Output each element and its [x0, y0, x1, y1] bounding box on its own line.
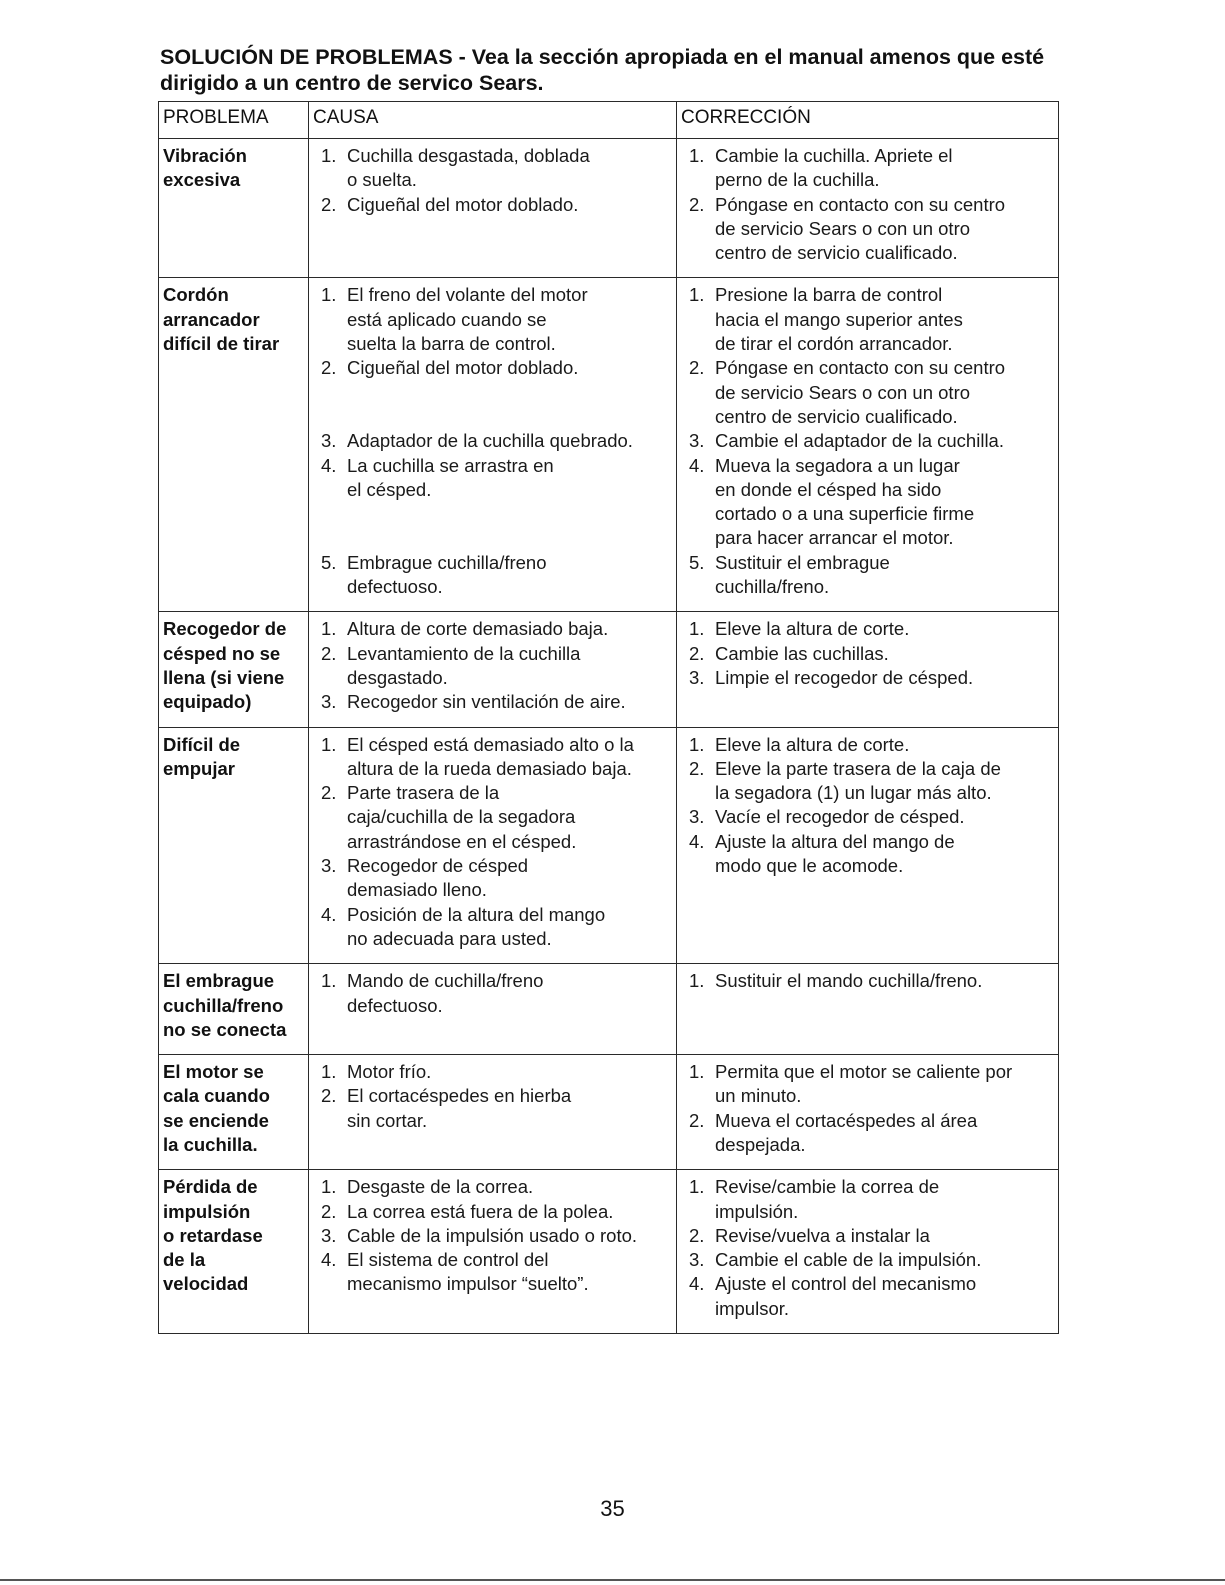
- header-problem: PROBLEMA: [159, 102, 309, 139]
- cause-item: [313, 1248, 672, 1297]
- cause-item-text: El césped está demasiado alto o la altura de la rueda demasiado baja.: [347, 733, 634, 779]
- problem-label: Vibración excesiva: [163, 145, 247, 191]
- correction-item-number: 4.: [689, 830, 705, 852]
- correction-item: [681, 1060, 1054, 1109]
- correction-item-number: 1.: [689, 1061, 705, 1083]
- problem-cell: [159, 278, 309, 612]
- cause-item-text: El sistema de control del mecanismo impulsor “suelto”.: [347, 1249, 589, 1295]
- cause-item-number: 4.: [321, 1249, 337, 1271]
- cause-item-text: Recogedor de césped demasiado lleno.: [347, 855, 529, 901]
- correction-list: [681, 733, 1054, 879]
- correction-item-text: Ajuste el control del mecanismo impulsor.: [715, 1273, 977, 1319]
- correction-item-number: 4.: [689, 1273, 705, 1295]
- problem-label: El embrague cuchilla/freno no se conecta: [163, 970, 287, 1040]
- correction-item-text: Sustituir el mando cuchilla/freno.: [715, 970, 983, 992]
- correction-item-text: Cambie el cable de la impulsión.: [715, 1249, 982, 1271]
- cause-cell: [309, 727, 677, 964]
- cause-item-text: La cuchilla se arrastra en el césped.: [347, 454, 554, 500]
- cause-item-number: 2.: [321, 1085, 337, 1107]
- cause-item: [313, 144, 672, 193]
- correction-item-number: 1.: [689, 1176, 705, 1198]
- cause-item: [313, 356, 672, 429]
- cause-item-text: El cortacéspedes en hierba sin cortar.: [347, 1085, 572, 1131]
- correction-list: [681, 1060, 1054, 1157]
- correction-item-number: 3.: [689, 666, 705, 688]
- cause-cell: [309, 1055, 677, 1170]
- cause-item-text: Recogedor sin ventilación de aire.: [347, 691, 626, 713]
- correction-cell: [677, 1055, 1059, 1170]
- correction-item-text: Mueva la segadora a un lugar en donde el césped ha sido cortado o a una superficie firme para hacer arrancar el motor.: [715, 454, 975, 549]
- cause-item: [313, 903, 672, 952]
- cause-item-number: 2.: [321, 1200, 337, 1222]
- cause-list: [313, 733, 672, 952]
- correction-item-number: 1.: [689, 145, 705, 166]
- correction-item-number: 3.: [689, 806, 705, 828]
- correction-item-text: Ajuste la altura del mango de modo que le acomode.: [715, 830, 955, 877]
- problem-label: Pérdida de impulsión o retardase de la velocidad: [163, 1176, 263, 1295]
- correction-item: [681, 1248, 1054, 1272]
- cause-item: [313, 1084, 672, 1133]
- cause-cell: [309, 1170, 677, 1334]
- cause-item: [313, 1200, 672, 1224]
- cause-item-number: 1.: [321, 1061, 337, 1083]
- cause-item: [313, 454, 672, 551]
- table-row: [159, 1170, 1059, 1334]
- table-row: [159, 278, 1059, 612]
- cause-cell: [309, 612, 677, 727]
- correction-item-text: Permita que el motor se caliente por un minuto.: [715, 1061, 1013, 1107]
- cause-item-text: Mando de cuchilla/freno defectuoso.: [347, 970, 544, 1016]
- cause-list: [313, 1175, 672, 1296]
- cause-item-text: La correa está fuera de la polea.: [347, 1200, 614, 1222]
- cause-item-number: 1.: [321, 970, 337, 992]
- correction-item: [681, 757, 1054, 806]
- cause-item-number: 4.: [321, 903, 337, 925]
- correction-item: [681, 1175, 1054, 1224]
- cause-list: [313, 283, 672, 599]
- cause-item-text: El freno del volante del motor está aplicado cuando se suelta la barra de control.: [347, 284, 588, 355]
- correction-item-text: Sustituir el embrague cuchilla/freno.: [715, 551, 890, 598]
- correction-item-text: Limpie el recogedor de césped.: [715, 666, 974, 688]
- cause-item-number: 5.: [321, 551, 337, 573]
- problem-cell: [159, 139, 309, 278]
- correction-item-number: 2.: [689, 1109, 705, 1131]
- correction-item-number: 2.: [689, 757, 705, 779]
- correction-item-text: Mueva el cortacéspedes al área despejada.: [715, 1109, 978, 1155]
- cause-list: [313, 144, 672, 217]
- correction-item-number: 1.: [689, 970, 705, 992]
- cause-item-number: 2.: [321, 193, 337, 215]
- correction-item: [681, 1272, 1054, 1321]
- correction-item: [681, 666, 1054, 690]
- correction-item: [681, 969, 1054, 993]
- correction-cell: [677, 278, 1059, 612]
- header-correction: CORRECCIÓN: [677, 102, 1059, 139]
- cause-item-text: Levantamiento de la cuchilla desgastado.: [347, 642, 581, 688]
- cause-item: [313, 969, 672, 1018]
- correction-item-text: Cambie el adaptador de la cuchilla.: [715, 430, 1004, 452]
- cause-item-text: Motor frío.: [347, 1061, 432, 1083]
- correction-item-text: Revise/cambie la correa de impulsión.: [715, 1176, 940, 1222]
- cause-item: [313, 1175, 672, 1199]
- correction-item: [681, 429, 1054, 453]
- cause-item-text: Adaptador de la cuchilla quebrado.: [347, 430, 633, 452]
- correction-item: [681, 617, 1054, 641]
- cause-item-text: Posición de la altura del mango no adecuada para usted.: [347, 903, 606, 949]
- correction-item-number: 1.: [689, 618, 705, 640]
- problem-cell: [159, 1170, 309, 1334]
- problem-cell: [159, 964, 309, 1055]
- cause-cell: [309, 139, 677, 278]
- correction-item-number: 1.: [689, 733, 705, 755]
- troubleshooting-table: [158, 101, 1059, 1334]
- correction-item-text: Eleve la altura de corte.: [715, 618, 910, 640]
- cause-item-number: 2.: [321, 357, 337, 379]
- cause-item-number: 2.: [321, 642, 337, 664]
- cause-cell: [309, 964, 677, 1055]
- correction-item-number: 4.: [689, 454, 705, 476]
- correction-item-number: 2.: [689, 642, 705, 664]
- cause-item-number: 2.: [321, 782, 337, 804]
- correction-item: [681, 551, 1054, 600]
- cause-item: [313, 1224, 672, 1248]
- cause-item-text: Cuchilla desgastada, doblada o suelta.: [347, 145, 590, 191]
- cause-item: [313, 429, 672, 453]
- correction-item-number: 2.: [689, 193, 705, 215]
- cause-item-number: 3.: [321, 691, 337, 713]
- cause-item-text: Cigueñal del motor doblado.: [347, 357, 579, 379]
- correction-item-text: Póngase en contacto con su centro de servicio Sears o con un otro centro de servicio cualificado.: [715, 193, 1006, 264]
- correction-item-text: Póngase en contacto con su centro de servicio Sears o con un otro centro de servicio cualificado.: [715, 357, 1006, 427]
- cause-item-number: 3.: [321, 1224, 337, 1246]
- cause-item-text: Altura de corte demasiado baja.: [347, 618, 609, 640]
- cause-cell: [309, 278, 677, 612]
- cause-item: [313, 193, 672, 217]
- cause-item: [313, 551, 672, 600]
- correction-list: [681, 969, 1054, 993]
- correction-item: [681, 642, 1054, 666]
- cause-item: [313, 733, 672, 782]
- correction-item-number: 2.: [689, 1224, 705, 1246]
- correction-list: [681, 617, 1054, 690]
- cause-list: [313, 1060, 672, 1133]
- page-number: 35: [600, 1496, 625, 1521]
- correction-item-number: 3.: [689, 430, 705, 452]
- cause-item: [313, 690, 672, 714]
- problem-label: Cordón arrancador difícil de tirar: [163, 284, 280, 355]
- correction-item-text: Cambie las cuchillas.: [715, 642, 889, 664]
- cause-item: [313, 1060, 672, 1084]
- correction-item-number: 3.: [689, 1249, 705, 1271]
- correction-item: [681, 144, 1054, 193]
- correction-item: [681, 356, 1054, 429]
- cause-item-number: 1.: [321, 1176, 337, 1198]
- table-row: [159, 1055, 1059, 1170]
- correction-item: [681, 805, 1054, 829]
- correction-item: [681, 1109, 1054, 1158]
- correction-item: [681, 830, 1054, 879]
- correction-item-text: Eleve la altura de corte.: [715, 733, 910, 755]
- correction-item-text: Revise/vuelva a instalar la: [715, 1224, 930, 1246]
- correction-item: [681, 733, 1054, 757]
- correction-cell: [677, 612, 1059, 727]
- correction-list: [681, 1175, 1054, 1321]
- cause-item-number: 3.: [321, 855, 337, 877]
- correction-item-text: Vacíe el recogedor de césped.: [715, 806, 965, 828]
- correction-item: [681, 193, 1054, 266]
- cause-item-text: Desgaste de la correa.: [347, 1176, 534, 1198]
- cause-item: [313, 283, 672, 356]
- correction-list: [681, 144, 1054, 265]
- table-row: [159, 964, 1059, 1055]
- correction-item-number: 1.: [689, 284, 705, 306]
- table-header-row: [159, 102, 1059, 139]
- header-cause: CAUSA: [309, 102, 677, 139]
- cause-item-number: 1.: [321, 284, 337, 306]
- correction-item-number: 2.: [689, 357, 705, 379]
- correction-item-text: Presione la barra de control hacia el mango superior antes de tirar el cordón arrancador.: [715, 284, 963, 355]
- cause-item-number: 1.: [321, 733, 337, 755]
- cause-item-number: 4.: [321, 454, 337, 476]
- correction-cell: [677, 139, 1059, 278]
- correction-cell: [677, 964, 1059, 1055]
- cause-item-text: Embrague cuchilla/freno defectuoso.: [347, 551, 547, 598]
- correction-item-text: Eleve la parte trasera de la caja de la segadora (1) un lugar más alto.: [715, 757, 1001, 804]
- page-heading: SOLUCIÓN DE PROBLEMAS - Vea la sección apropiada en el manual amenos que esté dirigido a un centro de servico Sears.: [160, 45, 1045, 95]
- cause-item-text: Cigueñal del motor doblado.: [347, 193, 579, 215]
- correction-item: [681, 454, 1054, 551]
- cause-item-text: Parte trasera de la caja/cuchilla de la segadora arrastrándose en el césped.: [347, 782, 577, 852]
- cause-item-number: 1.: [321, 618, 337, 640]
- table-row: [159, 139, 1059, 278]
- problem-label: El motor se cala cuando se enciende la cuchilla.: [163, 1061, 270, 1155]
- page-bottom-rule: [0, 1579, 1225, 1581]
- cause-item: [313, 781, 672, 854]
- correction-item-text: Cambie la cuchilla. Apriete el perno de la cuchilla.: [715, 145, 953, 191]
- problem-label: Recogedor de césped no se llena (si viene equipado): [163, 618, 287, 713]
- correction-list: [681, 283, 1054, 599]
- cause-list: [313, 617, 672, 714]
- cause-item-number: 1.: [321, 145, 337, 166]
- problem-cell: [159, 727, 309, 964]
- cause-item: [313, 617, 672, 641]
- table-row: [159, 727, 1059, 964]
- problem-label: Difícil de empujar: [163, 733, 241, 779]
- cause-item-number: 3.: [321, 430, 337, 452]
- cause-item: [313, 854, 672, 903]
- cause-item: [313, 642, 672, 691]
- problem-cell: [159, 612, 309, 727]
- correction-item-number: 5.: [689, 551, 705, 573]
- correction-cell: [677, 1170, 1059, 1334]
- correction-item: [681, 1224, 1054, 1248]
- correction-item: [681, 283, 1054, 356]
- cause-item-text: Cable de la impulsión usado o roto.: [347, 1224, 638, 1246]
- cause-list: [313, 969, 672, 1018]
- table-row: [159, 612, 1059, 727]
- problem-cell: [159, 1055, 309, 1170]
- correction-cell: [677, 727, 1059, 964]
